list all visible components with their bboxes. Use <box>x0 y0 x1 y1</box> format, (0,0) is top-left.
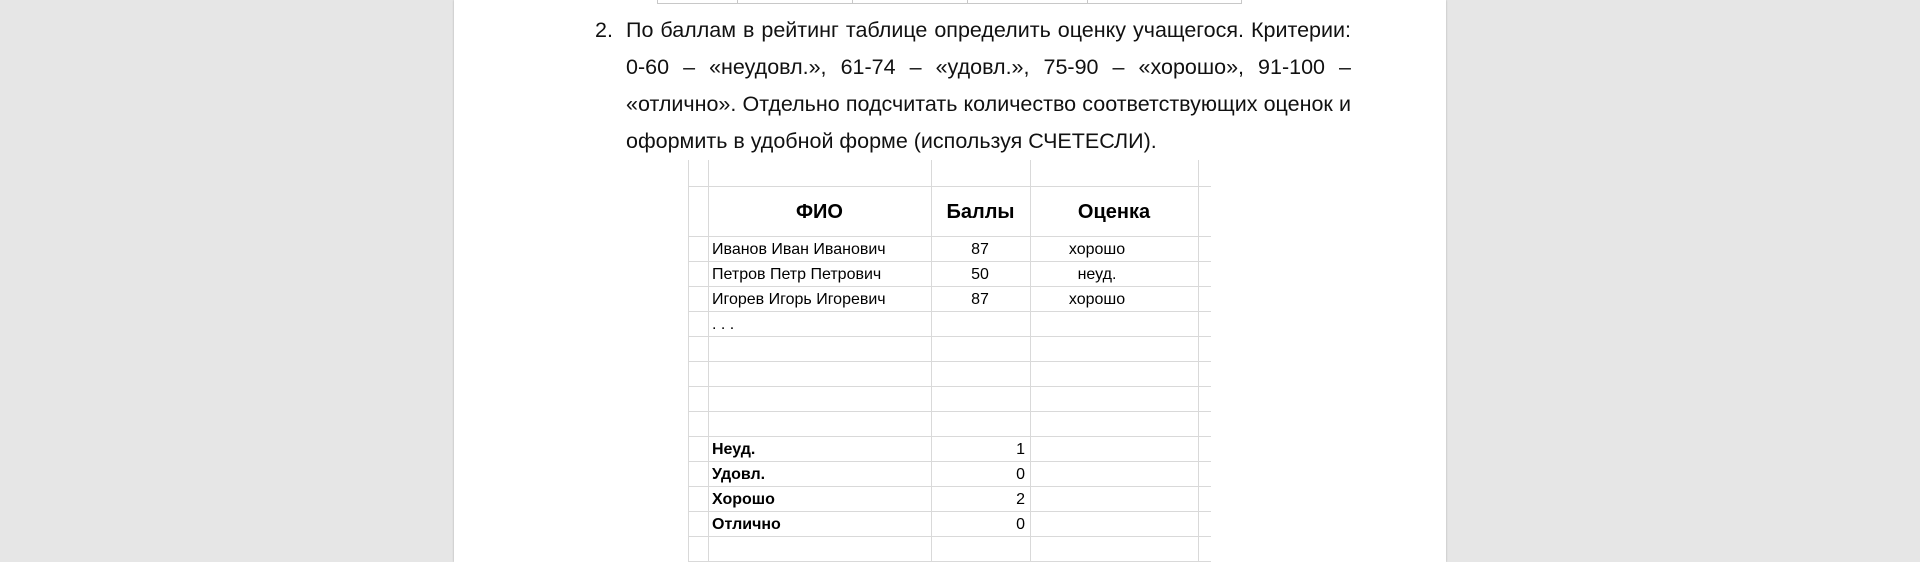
row-2-fio: Петров Петр Петрович <box>712 266 882 283</box>
spreadsheet-image <box>688 160 1211 562</box>
list-item-text: По баллам в рейтинг таблице определить оценку учащегося. Критерии: 0-60 – «неудовл.», 61-74 – «удовл.», 75-90 – «хорошо», 91-100 – «отлично». Отдельно подсчитать количество соответствующих оценок и оформить в удобной форме (используя СЧЕТЕСЛИ). <box>626 18 1351 153</box>
row-1-score: 87 <box>971 241 989 258</box>
summary-label-horosho: Хорошо <box>712 491 775 508</box>
row-2-score: 50 <box>971 266 989 283</box>
row-2-grade: неуд. <box>1077 266 1117 283</box>
ellipsis-row: . . . <box>712 316 735 333</box>
header-grade: Оценка <box>1077 201 1151 223</box>
summary-count-udovl: 0 <box>1016 466 1025 483</box>
header-fio: ФИО <box>795 201 843 223</box>
row-3-fio: Игорев Игорь Игоревич <box>712 291 886 308</box>
row-1-grade: хорошо <box>1068 241 1126 258</box>
row-1-fio: Иванов Иван Иванович <box>712 241 886 258</box>
row-3-grade: хорошо <box>1068 291 1126 308</box>
summary-count-neud: 1 <box>1016 441 1025 458</box>
summary-label-neud: Неуд. <box>712 441 756 458</box>
previous-table-edge <box>657 0 1242 4</box>
header-score: Баллы <box>946 201 1015 223</box>
summary-count-horosho: 2 <box>1016 491 1025 508</box>
list-item-number: 2. <box>595 18 613 42</box>
summary-label-otlichno: Отлично <box>712 516 781 533</box>
row-3-score: 87 <box>971 291 989 308</box>
summary-count-otlichno: 0 <box>1016 516 1025 533</box>
summary-label-udovl: Удовл. <box>712 466 766 483</box>
